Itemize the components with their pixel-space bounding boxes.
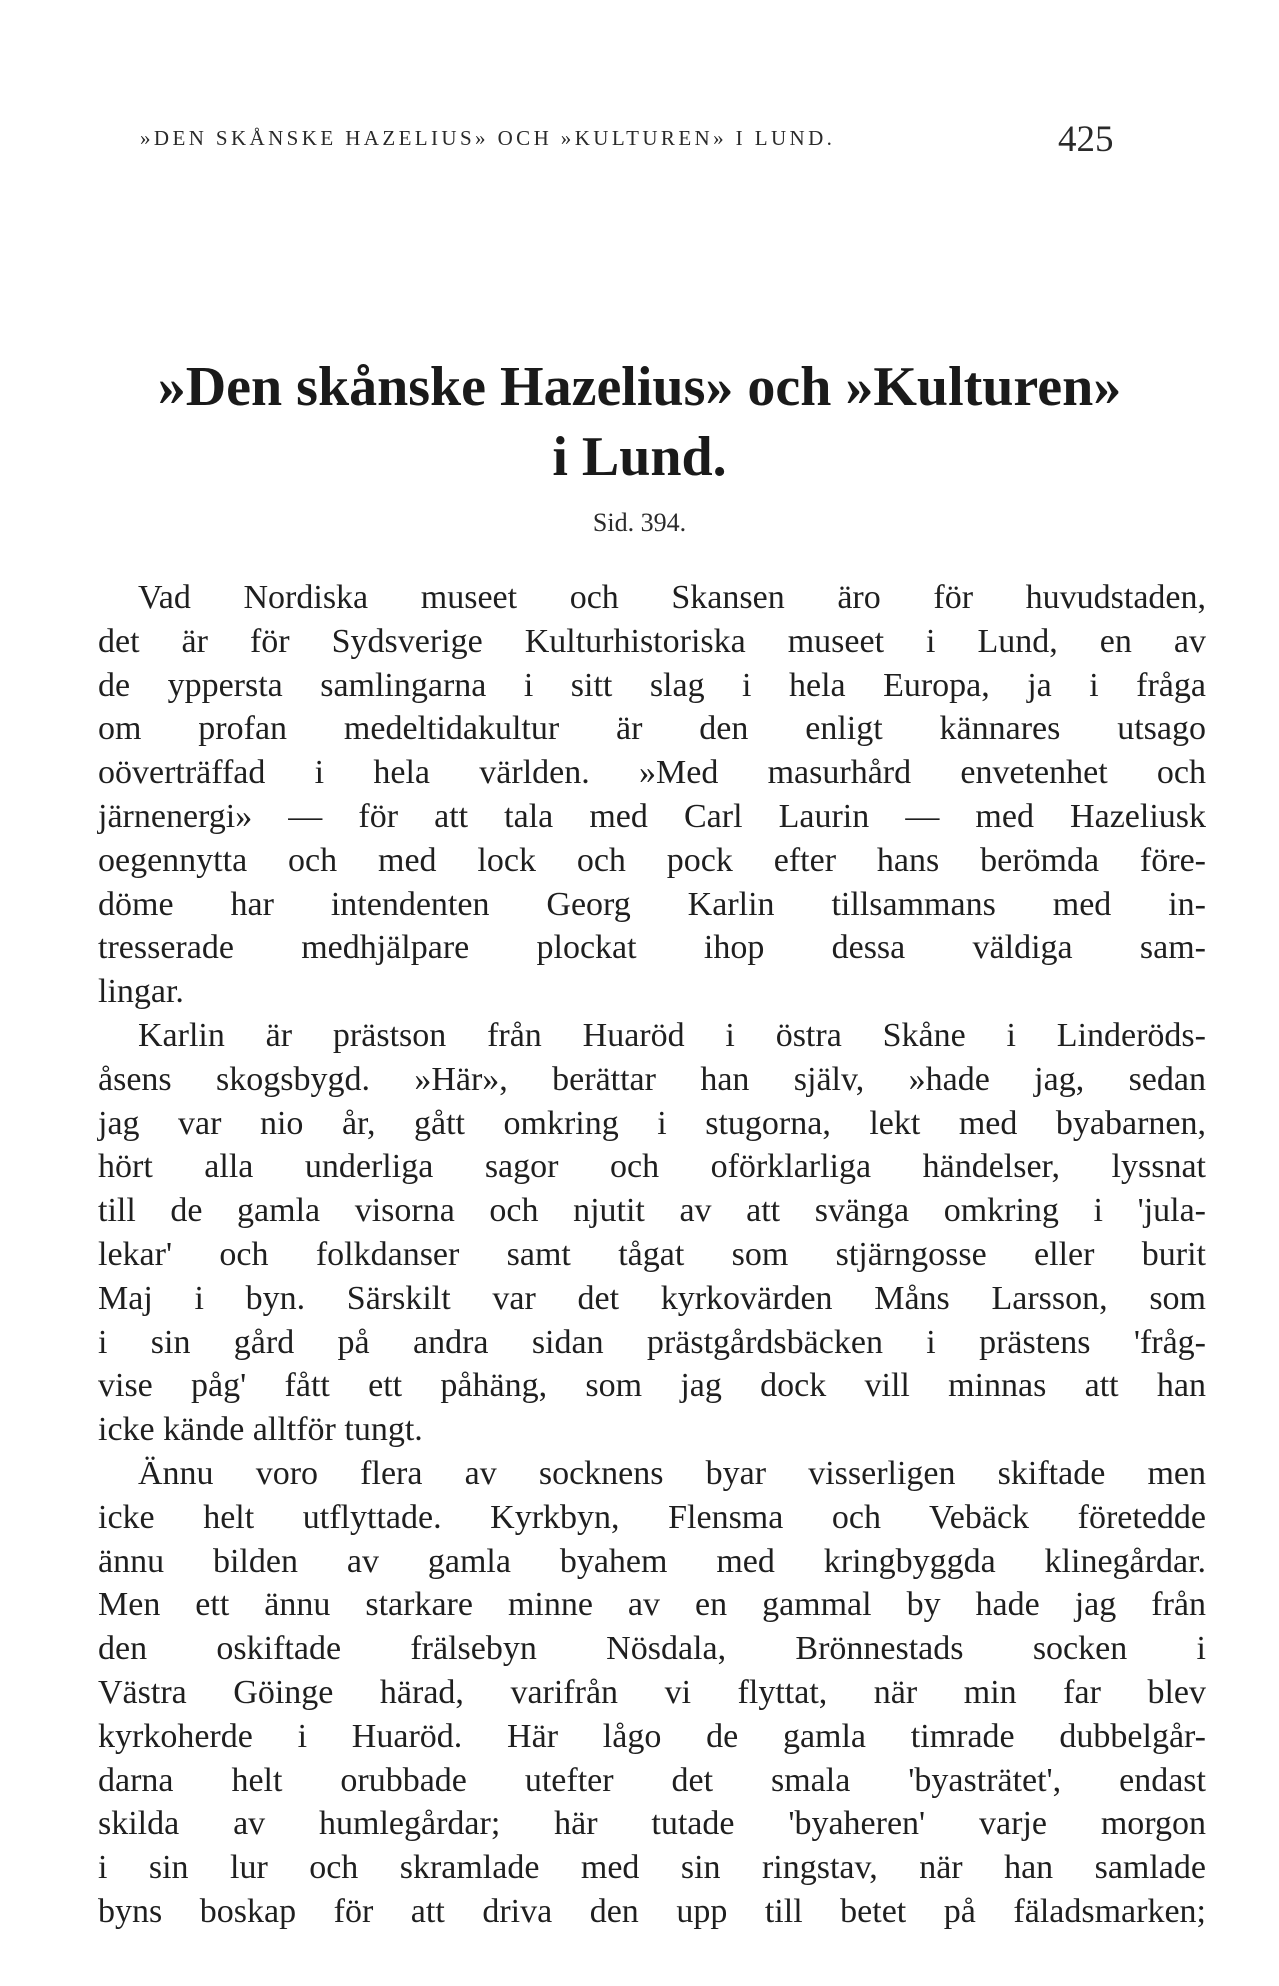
text-line: järnenergi» — för att tala med Carl Laurin — med Hazeliusk [98,797,1206,835]
text-line: oöverträffad i hela världen. »Med masurhård envetenhet och [98,754,1206,792]
text-line: skilda av humlegårdar; här tutade 'byaheren' varje morgon [98,1805,1206,1843]
text-line: det är för Sydsverige Kulturhistoriska museet i Lund, en av [98,622,1206,660]
text-line: byns boskap för att driva den upp till betet på fäladsmarken; [98,1892,1206,1930]
article-title-line-2: i Lund. [552,426,727,488]
text-line: vise påg' fått ett påhäng, som jag dock vill minnas att han [98,1367,1206,1405]
text-line: om profan medeltidakultur är den enligt kännares utsago [98,710,1206,748]
text-line: darna helt orubbade utefter det smala 'byasträtet', endast [98,1761,1206,1799]
text-line: Västra Göinge härad, varifrån vi flyttat, när min far blev [98,1673,1206,1711]
text-line: den oskiftade frälsebyn Nösdala, Brönnestads socken i [98,1630,1206,1668]
body-text [98,576,1206,1934]
text-line: till de gamla visorna och njutit av att svänga omkring i 'jula- [98,1192,1206,1230]
text-line: ännu bilden av gamla byahem med kringbyggda klinegårdar. [98,1542,1206,1580]
text-line: Vad Nordiska museet och Skansen äro för huvudstaden, [138,579,1206,616]
running-head-title: »DEN SKÅNSKE HAZELIUS» OCH »KULTUREN» I LUND. [140,126,836,150]
text-line: lekar' och folkdanser samt tågat som stjärngosse eller burit [98,1235,1206,1273]
text-line: Ännu voro flera av socknens byar visserligen skiftade men [138,1454,1206,1492]
page-reference: Sid. 394. [592,508,687,537]
text-line: åsens skogsbygd. »Här», berättar han själv, »hade jag, sedan [98,1060,1206,1098]
text-line: icke kände alltför tungt. [98,1411,423,1449]
text-line: oegennytta och med lock och pock efter hans berömda före- [98,841,1206,879]
running-head [140,118,1250,168]
text-line: Men ett ännu starkare minne av en gammal by hade jag från [98,1586,1206,1624]
page-number: 425 [1058,119,1114,160]
text-line: tresserade medhjälpare plockat ihop dessa väldiga sam- [98,929,1206,967]
text-line: lingar. [98,973,184,1011]
text-line: hört alla underliga sagor och oförklarliga händelser, lyssnat [98,1148,1206,1186]
text-line: i sin lur och skramlade med sin ringstav, när han samlade [98,1849,1206,1887]
text-line: jag var nio år, gått omkring i stugorna, lekt med byabarnen, [98,1104,1206,1142]
text-line: döme har intendenten Georg Karlin tillsammans med in- [98,885,1206,923]
text-line: i sin gård på andra sidan prästgårdsbäcken i prästens 'fråg- [98,1323,1206,1361]
text-line: Maj i byn. Särskilt var det kyrkovärden Måns Larsson, som [98,1279,1206,1317]
text-line: Karlin är prästson från Huaröd i östra Skåne i Linderöds- [138,1016,1206,1054]
article-title-line-1: »Den skånske Hazelius» och »Kulturen» [157,356,1122,418]
text-line: de yppersta samlingarna i sitt slag i hela Europa, ja i fråga [98,666,1206,704]
text-line: kyrkoherde i Huaröd. Här lågo de gamla timrade dubbelgår- [98,1717,1206,1755]
text-line: icke helt utflyttade. Kyrkbyn, Flensma och Vebäck företedde [98,1498,1206,1536]
article-heading [60,352,1219,540]
